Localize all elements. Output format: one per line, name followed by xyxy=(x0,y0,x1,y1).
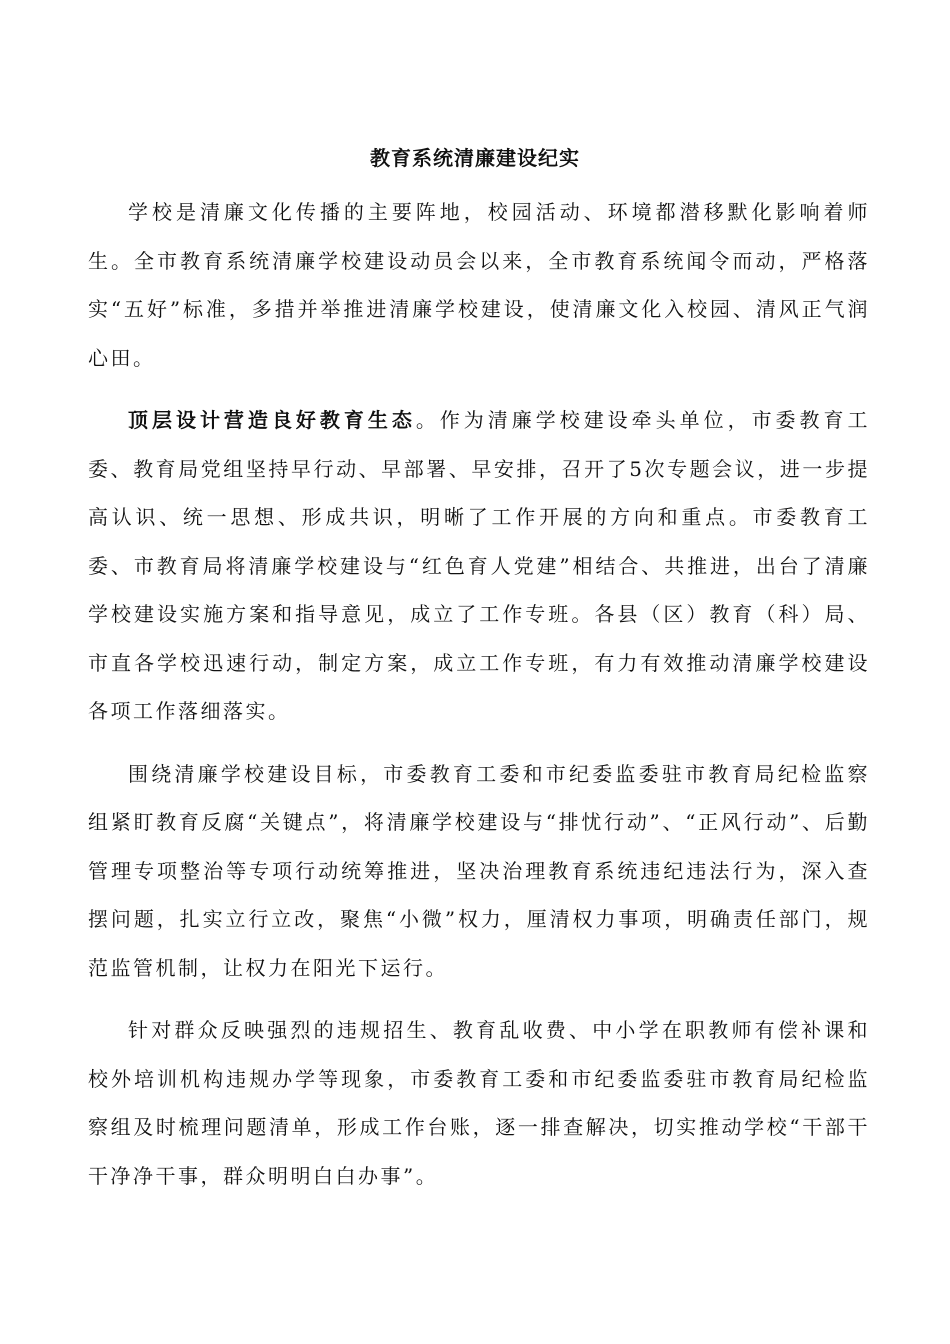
document-body xyxy=(88,188,870,1214)
paragraph-text: 围绕清廉学校建设目标，市委教育工委和市纪委监委驻市教育局纪检监察组紧盯教育反腐“关键点”，将清廉学校建设与“排忧行动”、“正风行动”、后勤管理专项整治等专项行动统筹推进，坚决治理教育系统违纪违法行为，深入查摆问题，扎实立行立改，聚焦“小微”权力，厘清权力事项，明确责任部门，规范监管机制，让权力在阳光下运行。 xyxy=(88,761,870,980)
paragraph-anti-corruption xyxy=(88,750,870,993)
document-title: 教育系统清廉建设纪实 xyxy=(370,146,580,170)
paragraph-text: 。作为清廉学校建设牵头单位，市委教育工委、教育局党组坚持早行动、早部署、早安排，召开了5次专题会议，进一步提高认识、统一思想、形成共识，明晰了工作开展的方向和重点。市委教育工委、市教育局将清廉学校建设与“红色育人党建”相结合、共推进，出台了清廉学校建设实施方案和指导意见，成立了工作专班。各县（区）教育（科）局、市直各学校迅速行动，制定方案，成立工作专班，有力有效推动清廉学校建设各项工作落细落实。 xyxy=(88,408,871,723)
paragraph-top-level-design xyxy=(88,396,870,736)
paragraph-lead: 顶层设计营造良好教育生态 xyxy=(128,408,416,432)
paragraph-text: 针对群众反映强烈的违规招生、教育乱收费、中小学在职教师有偿补课和校外培训机构违规办学等现象，市委教育工委和市纪委监委驻市教育局纪检监察组及时梳理问题清单，形成工作台账，逐一排查解决，切实推动学校“干部干干净净干事，群众明明白白办事”。 xyxy=(88,1018,870,1188)
paragraph-public-concerns xyxy=(88,1006,870,1200)
paragraph-text: 学校是清廉文化传播的主要阵地，校园活动、环境都潜移默化影响着师生。全市教育系统清廉学校建设动员会以来，全市教育系统闻令而动，严格落实“五好”标准，多措并举推进清廉学校建设，使清廉文化入校园、清风正气润心田。 xyxy=(88,200,870,370)
paragraph-intro xyxy=(88,188,870,382)
